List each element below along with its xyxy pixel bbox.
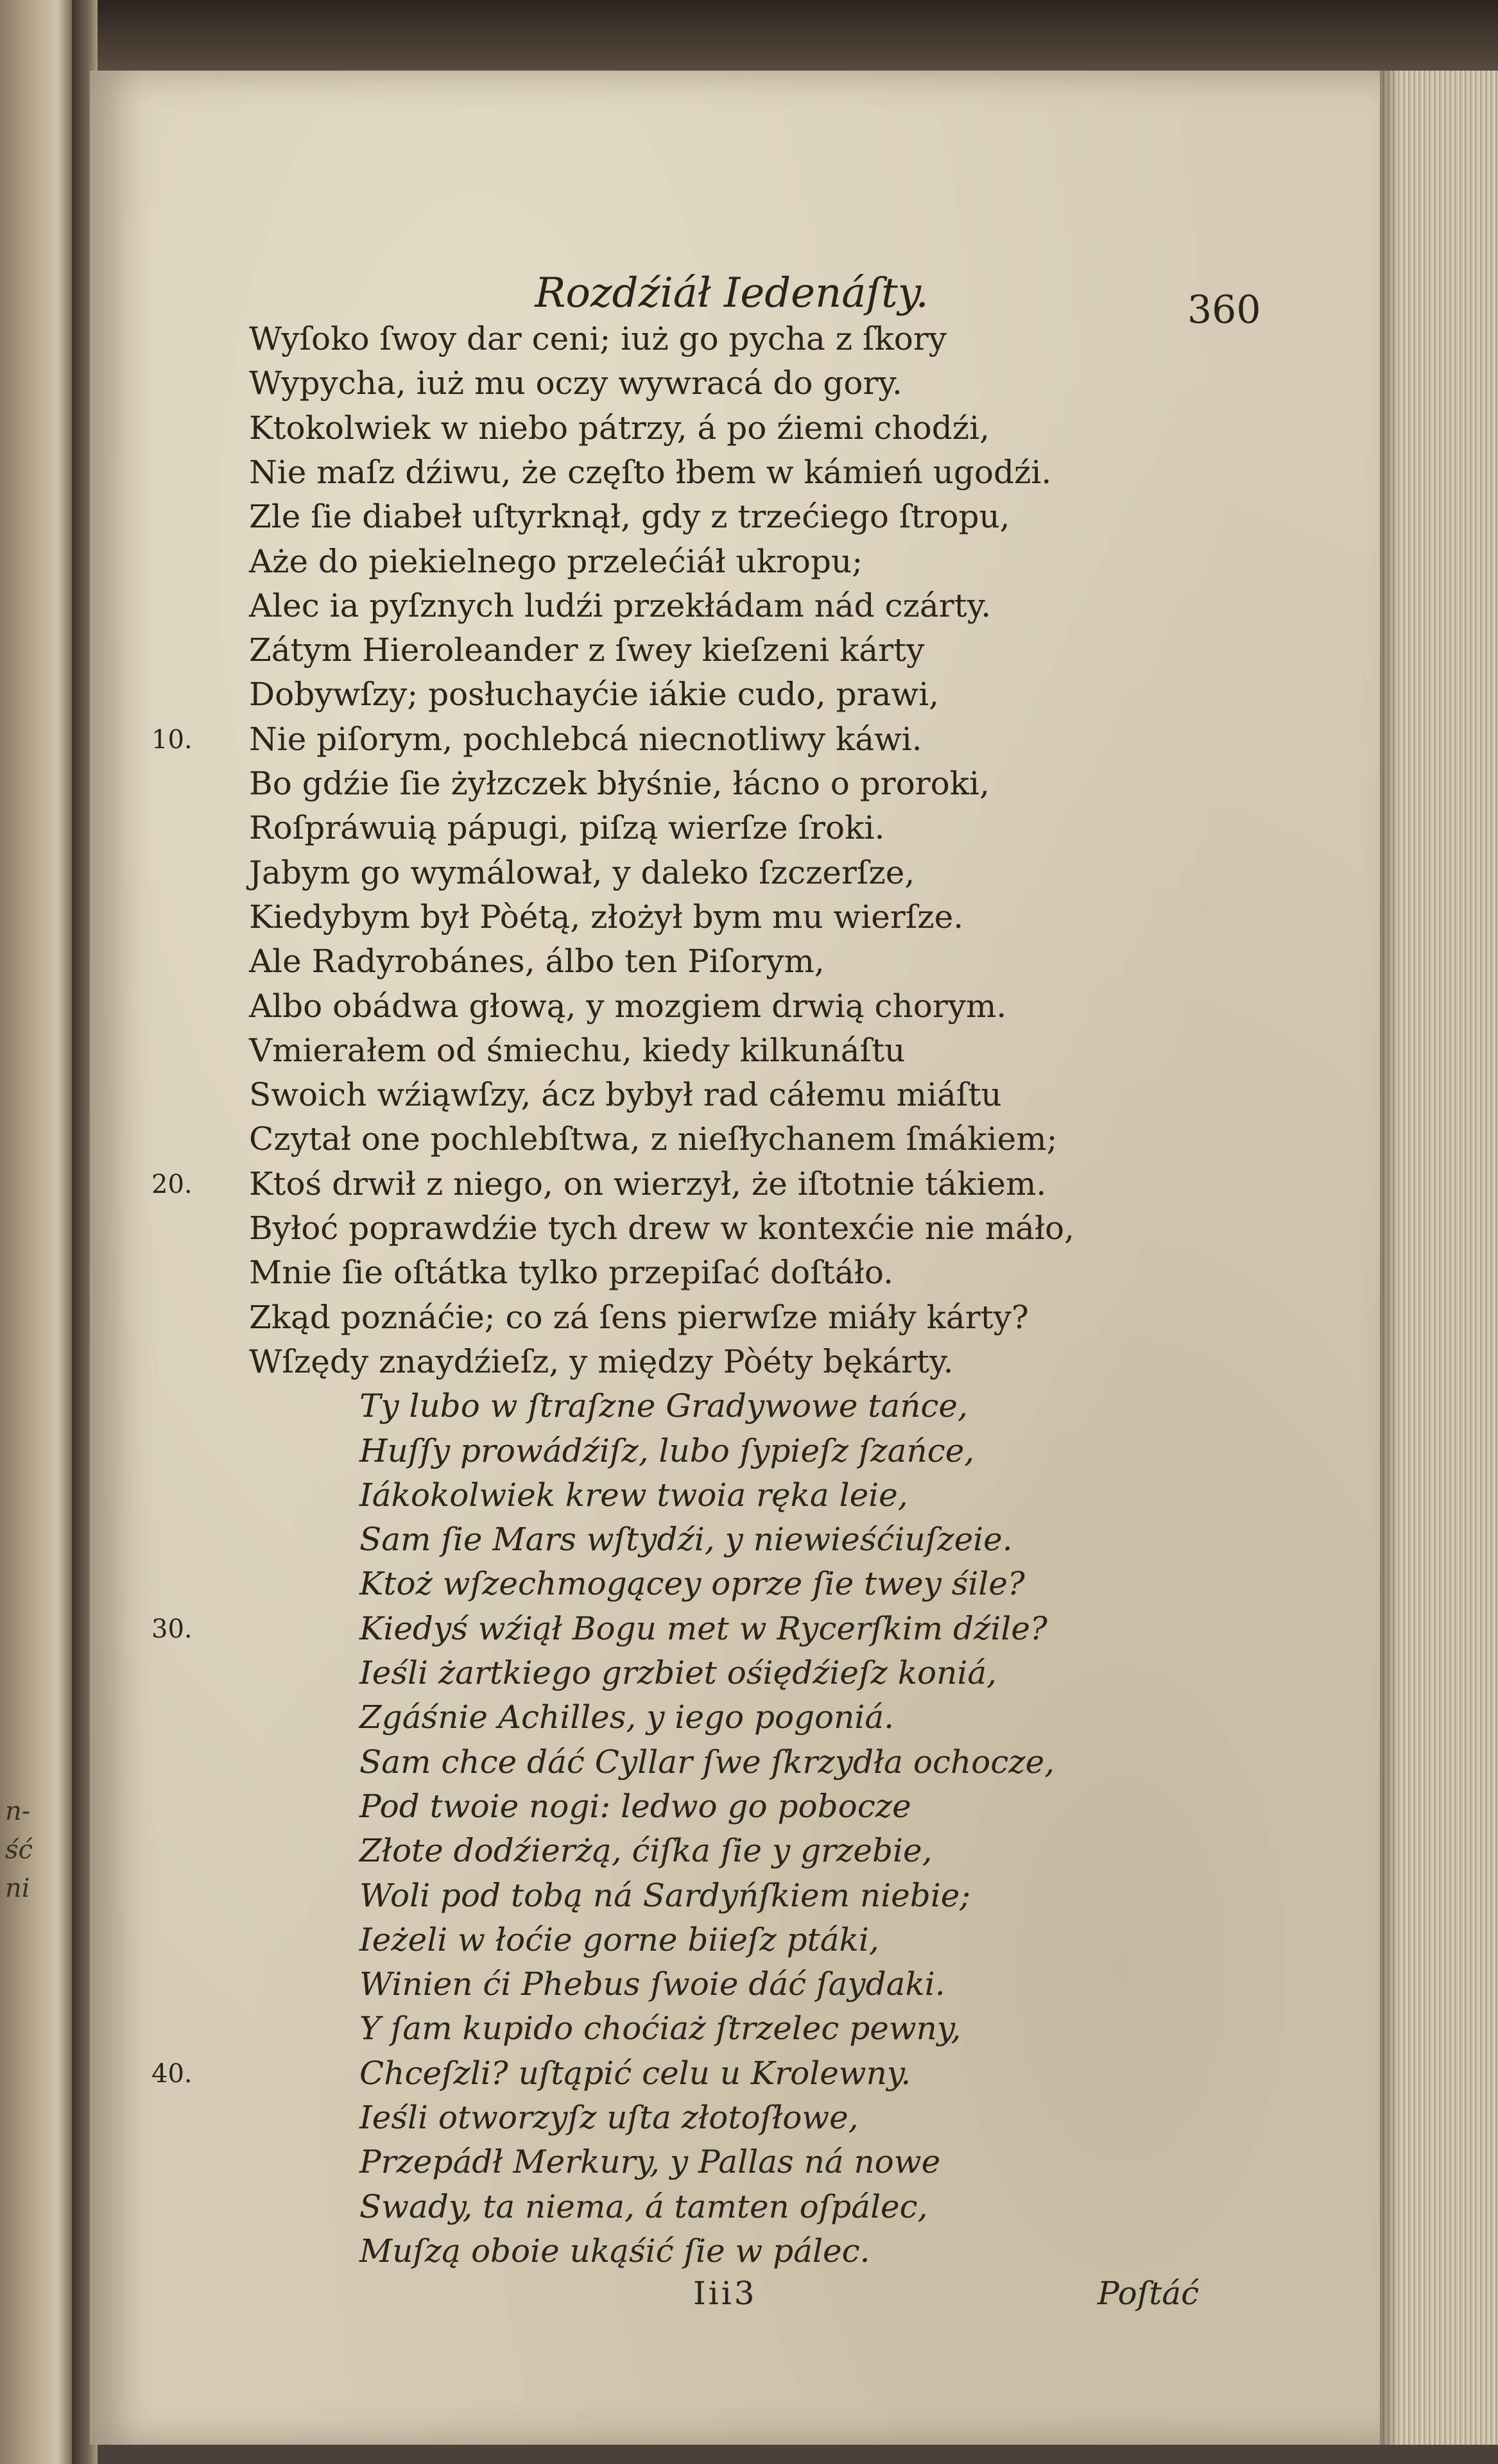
- text-line: Ty lubo w ſtraſzne Gradywowe tańce,: [359, 1387, 968, 1425]
- text-line: Kiedybym był Pòétą, złożył bym mu wierſze.: [249, 898, 964, 936]
- text-line: Pod twoie nogi: ledwo go pobocze: [359, 1787, 911, 1825]
- text-line: Vmierałem od śmiechu, kiedy kilkunáſtu: [249, 1031, 906, 1069]
- left-page: [0, 0, 77, 2464]
- text-line: Sam ſie Mars wſtydźi, y niewieśćiuſzeie.: [359, 1521, 1013, 1559]
- text-line: Mnie ſie oſtátka tylko przepiſać doſtáło.: [249, 1254, 893, 1292]
- catchword: Poſtáć: [1098, 2275, 1200, 2312]
- text-line: Y ſam kupido choćiaż ſtrzelec pewny,: [359, 2010, 961, 2048]
- signature-mark: Iii3: [693, 2275, 757, 2312]
- text-line: Ale Radyrobánes, álbo ten Piſorym,: [249, 943, 825, 980]
- text-line: Zkąd poznáćie; co zá ſens pierwſze miáły kárty?: [249, 1298, 1029, 1336]
- text-line: Zle ſie diabeł uſtyrknął, gdy z trzećiego ſtropu,: [249, 498, 1010, 536]
- page-number: 360: [1187, 287, 1261, 332]
- text-line: Ktoż wſzechmogącey oprze ſie twey śile?: [359, 1565, 1025, 1603]
- line-number: 20.: [151, 1169, 193, 1199]
- text-line: Jabym go wymálował, y daleko ſzczerſze,: [249, 853, 915, 891]
- text-line: Złote dodźierżą, ćiſka ſie y grzebie,: [359, 1832, 933, 1870]
- text-line: Byłoć poprawdźie tych drew w kontexćie nie máło,: [249, 1210, 1075, 1247]
- text-line: Sam chce dáć Cyllar ſwe ſkrzydła ochocze,: [359, 1743, 1055, 1781]
- text-line: Wyſoko ſwoy dar ceni; iuż go pycha z ſkory: [249, 320, 947, 357]
- text-line: Swoich wźiąwſzy, ácz bybył rad cáłemu miáſtu: [249, 1076, 1002, 1114]
- text-line: Ieśli otworzyſz uſta złotoſłowe,: [359, 2099, 859, 2136]
- text-line: Albo obádwa głową, y mozgiem drwią chorym.: [249, 987, 1007, 1025]
- text-line: Winien ći Phebus ſwoie dáć ſaydaki.: [359, 1965, 945, 2003]
- text-line: Zgáśnie Achilles, y iego pogoniá.: [359, 1698, 895, 1736]
- text-line: Kiedyś wźiął Bogu met w Rycerſkim dźile?: [359, 1609, 1047, 1647]
- text-line: Chceſzli? uſtąpić celu u Krolewny.: [359, 2054, 911, 2092]
- line-number: 10.: [151, 724, 193, 755]
- text-line: Muſzą oboie ukąśić ſie w pálec.: [359, 2232, 870, 2270]
- text-line: Aże do piekielnego przelećiáł ukropu;: [249, 542, 863, 580]
- text-line: Dobywſzy; posłuchayćie iákie cudo, prawi,: [249, 676, 940, 714]
- text-line: Huſſy prowádźiſz, lubo ſypieſz ſzańce,: [359, 1432, 975, 1469]
- text-line: Roſpráwuią pápugi, piſzą wierſze ſroki.: [249, 809, 885, 847]
- text-line: Nie maſz dźiwu, że częſto łbem w kámień ugodźi.: [249, 453, 1052, 491]
- text-line: Iákokolwiek krew twoia ręka leie,: [359, 1476, 908, 1514]
- text-line: Czytał one pochlebſtwa, z nieſłychanem ſmákiem;: [249, 1120, 1058, 1158]
- text-line: Bo gdźie ſie żyłzczek błyśnie, łácno o proroki,: [249, 765, 990, 802]
- text-line: Wypycha, iuż mu oczy wywracá do gory.: [249, 364, 902, 402]
- text-line: Nie piſorym, pochlebcá niecnotliwy káwi.: [249, 720, 922, 758]
- text-line: Wſzędy znaydźieſz, y między Pòéty bękárty.: [249, 1342, 954, 1380]
- text-line: Woli pod tobą ná Sardyńſkiem niebie;: [359, 1876, 971, 1914]
- text-line: Ieżeli w łoćie gorne biieſz ptáki,: [359, 1921, 879, 1958]
- fore-edge-shadow: [1380, 71, 1399, 2445]
- text-line: Zátym Hieroleander z ſwey kieſzeni kárty: [249, 631, 925, 669]
- left-page-fragment: ni: [5, 1874, 30, 1903]
- running-title: Rozdźiáł Iedenáſty.: [535, 270, 929, 317]
- text-line: Ktokolwiek w niebo pátrzy, á po źiemi chodźi,: [249, 409, 990, 447]
- book-cover-edge: [0, 0, 1498, 74]
- line-number: 40.: [151, 2058, 193, 2089]
- text-line: Swady, ta niema, á tamten oſpálec,: [359, 2187, 928, 2225]
- text-line: Alec ia pyſznych ludźi przekłádam nád czárty.: [249, 586, 992, 624]
- line-number: 30.: [151, 1614, 193, 1644]
- text-line: Ieśli żartkiego grzbiet ośiędźieſz koniá,: [359, 1654, 997, 1691]
- text-line: Przepádł Merkury, y Pallas ná nowe: [359, 2143, 941, 2181]
- left-page-fragment: n-: [5, 1797, 31, 1826]
- left-page-fragment: ść: [5, 1835, 33, 1865]
- text-line: Ktoś drwił z niego, on wierzył, że iſtotnie tákiem.: [249, 1165, 1047, 1202]
